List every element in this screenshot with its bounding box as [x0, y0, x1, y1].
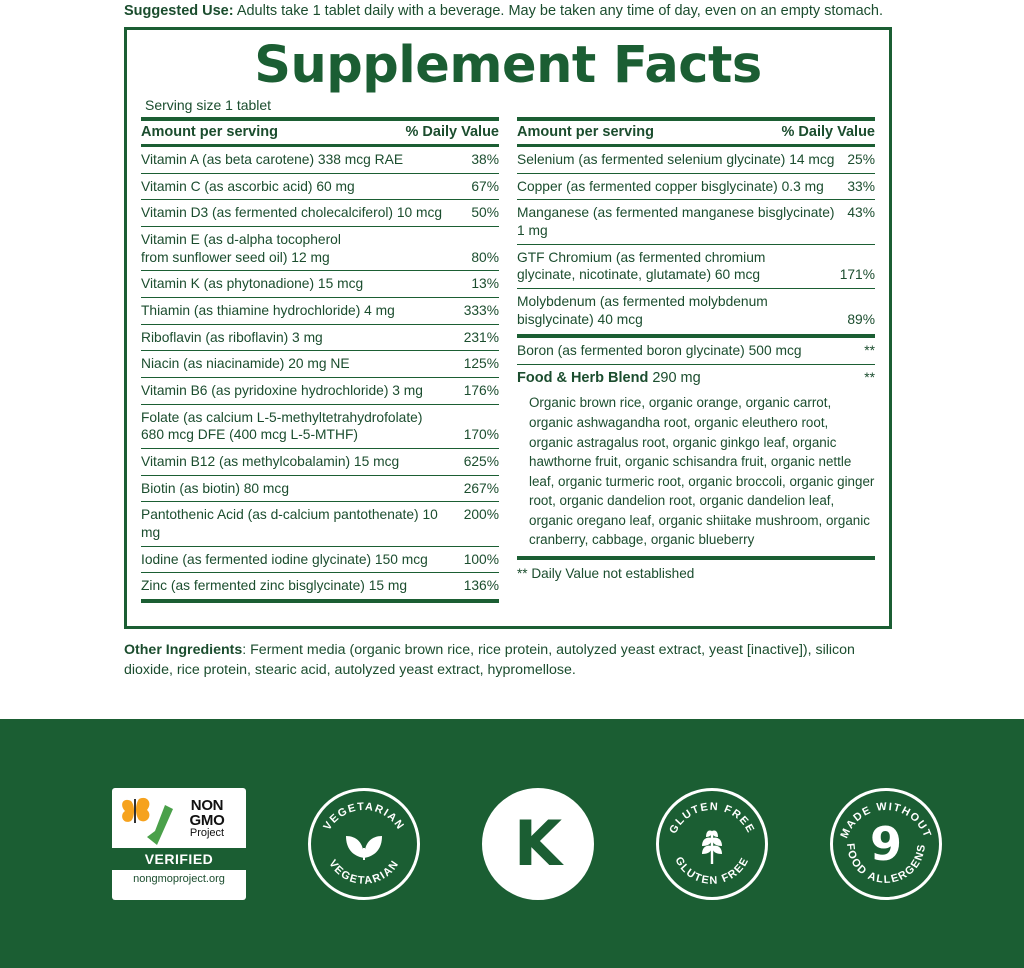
kosher-letter: K [513, 807, 563, 880]
nutrient-daily-value: 80% [471, 249, 499, 265]
svg-text:MADE WITHOUT: MADE WITHOUT [838, 800, 934, 840]
butterfly-checkmark-icon [117, 793, 173, 845]
nutrient-name: Pantothenic Acid (as d-calcium pantothenate) 10 mg [141, 507, 438, 540]
nutrient-daily-value: 267% [463, 480, 499, 496]
nutrient-name: Niacin (as niacinamide) 20 mg NE [141, 356, 350, 372]
table-row [141, 475, 499, 502]
facts-column-right [517, 117, 875, 603]
svg-text:VEGETARIAN: VEGETARIAN [326, 857, 402, 887]
supplement-facts-panel [124, 27, 892, 629]
nutrient-daily-value: 100% [463, 551, 499, 567]
boron-dv: ** [864, 343, 875, 359]
table-row [141, 297, 499, 324]
svg-text:GLUTEN FREE: GLUTEN FREE [667, 800, 757, 836]
nutrient-daily-value: 43% [847, 205, 875, 221]
table-row [141, 199, 499, 226]
nutrient-daily-value: 170% [463, 427, 499, 443]
svg-text:FOOD ALLERGENS: FOOD ALLERGENS [843, 842, 929, 886]
table-row [141, 226, 499, 270]
nutrient-daily-value: 171% [839, 267, 875, 283]
vegetarian-badge [308, 788, 420, 900]
nutrient-name: Iodine (as fermented iodine glycinate) 150 mcg [141, 551, 428, 567]
nutrient-name: Molybdenum (as fermented molybdenum bisglycinate) 40 mcg [517, 293, 768, 327]
nutrient-name: Riboflavin (as riboflavin) 3 mg [141, 329, 323, 345]
column-headers-left [141, 121, 499, 144]
table-row [517, 244, 875, 288]
facts-columns [141, 117, 875, 603]
non-gmo-line1: NON [190, 796, 224, 814]
nutrient-name: Selenium (as fermented selenium glycinate) 14 mcg [517, 152, 835, 167]
other-ingredients-text: : Ferment media (organic brown rice, rice protein, autolyzed yeast extract, yeast [inactive]), silicon dioxide, rice protein, stearic acid, autolyzed yeast extract, hypromellose. [124, 642, 855, 678]
nutrient-daily-value: 89% [847, 311, 875, 327]
blend-dv: ** [864, 369, 875, 385]
nutrient-daily-value: 136% [463, 578, 499, 594]
boron-row [517, 338, 875, 364]
nutrient-name: Zinc (as fermented zinc bisglycinate) 15 mg [141, 578, 408, 594]
nutrient-daily-value: 38% [471, 152, 499, 167]
badge-row [0, 719, 1024, 968]
svg-text:VEGETARIAN: VEGETARIAN [321, 800, 407, 833]
nutrient-name: Manganese (as fermented manganese bisglycinate) 1 mg [517, 205, 835, 238]
serving-size: Serving size 1 tablet [145, 97, 272, 113]
table-row [141, 501, 499, 545]
daily-value-footnote: ** Daily Value not established [517, 565, 695, 581]
table-row [517, 199, 875, 243]
column-headers-right [517, 121, 875, 144]
non-gmo-verified-badge [112, 788, 246, 900]
nutrient-rows-right [517, 146, 875, 332]
nutrient-name: Vitamin C (as ascorbic acid) 60 mg [141, 178, 355, 194]
table-row [141, 377, 499, 404]
food-herb-blend-row [517, 364, 875, 392]
header-amount-right: Amount per serving [517, 124, 654, 140]
table-row [141, 546, 499, 573]
nutrient-name: Vitamin B12 (as methylcobalamin) 15 mcg [141, 453, 400, 469]
other-ingredients-line [124, 641, 902, 681]
nutrient-daily-value: 13% [471, 276, 499, 292]
nutrient-daily-value: 25% [847, 152, 875, 167]
table-row [141, 324, 499, 351]
allergen-free-badge [830, 788, 942, 900]
table-row [517, 288, 875, 332]
gluten-free-badge [656, 788, 768, 900]
table-row [141, 270, 499, 297]
nutrient-daily-value: 33% [847, 178, 875, 194]
certification-band [0, 719, 1024, 968]
other-ingredients-label: Other Ingredients [124, 642, 243, 658]
nutrient-daily-value: 625% [463, 453, 499, 469]
nutrient-name: Copper (as fermented copper bisglycinate) 0.3 mg [517, 178, 824, 194]
leaf-icon [311, 791, 417, 897]
nutrient-daily-value: 200% [463, 507, 499, 523]
blend-title-text: Food & Herb Blend [517, 369, 649, 386]
header-dv-right: % Daily Value [781, 124, 875, 140]
svg-text:GLUTEN FREE: GLUTEN FREE [672, 854, 752, 887]
wheat-icon [659, 791, 765, 897]
table-row [141, 146, 499, 173]
non-gmo-url: nongmoproject.org [133, 872, 225, 885]
facts-column-left [141, 117, 499, 603]
nutrient-daily-value: 176% [463, 382, 499, 398]
suggested-use-line [124, 2, 914, 22]
nutrient-name: GTF Chromium (as fermented chromium glycinate, nicotinate, glutamate) 60 mcg [517, 249, 766, 283]
non-gmo-top [112, 788, 246, 846]
suggested-use-label: Suggested Use: [124, 3, 234, 19]
nutrient-name: Vitamin D3 (as fermented cholecalciferol) 10 mcg [141, 205, 443, 221]
blend-ingredients: Organic brown rice, organic orange, organic carrot, organic ashwagandha root, organic eleuthero root, organic astragalus root, organic ginkgo leaf, organic hawthorne fruit, organic schisandra fruit, organic nettle leaf, organic turmeric root, organic broccoli, organic ginger root, organic dandelion root, organic dandelion leaf, organic oregano leaf, organic shiitake mushroom, organic cranberry, cabbage, organic blueberry [529, 395, 875, 548]
table-row [517, 146, 875, 173]
nutrient-name: Biotin (as biotin) 80 mcg [141, 480, 289, 496]
header-dv-left: % Daily Value [405, 124, 499, 140]
non-gmo-line3: Project [189, 827, 225, 840]
nutrient-daily-value: 333% [463, 302, 499, 318]
table-row [141, 350, 499, 377]
table-row [141, 448, 499, 475]
divider-bottom-left [141, 599, 499, 603]
table-row [517, 173, 875, 200]
nutrient-name: Vitamin B6 (as pyridoxine hydrochloride) 3 mg [141, 382, 423, 398]
nutrient-name: Vitamin E (as d-alpha tocopherol from sunflower seed oil) 12 mg [141, 231, 341, 265]
allergen-count: 9 [869, 816, 902, 871]
non-gmo-wordmark [173, 798, 241, 840]
non-gmo-line2: GMO [189, 811, 225, 829]
nutrient-name: Vitamin K (as phytonadione) 15 mcg [141, 276, 364, 292]
nutrient-name: Vitamin A (as beta carotene) 338 mcg RAE [141, 152, 404, 167]
header-amount-left: Amount per serving [141, 124, 278, 140]
nutrient-name: Folate (as calcium L-5-methyltetrahydrofolate) 680 mcg DFE (400 mcg L-5-MTHF) [141, 409, 423, 443]
non-gmo-verified-text: VERIFIED [112, 848, 246, 870]
table-row [141, 404, 499, 448]
nutrient-rows-left [141, 146, 499, 599]
nutrient-daily-value: 231% [463, 329, 499, 345]
blend-amount: 290 mg [648, 369, 701, 386]
table-row [141, 173, 499, 200]
table-row [141, 572, 499, 599]
nutrient-daily-value: 125% [463, 356, 499, 372]
suggested-use-text: Adults take 1 tablet daily with a beverage. May be taken any time of day, even on an empty stomach. [233, 3, 883, 19]
boron-name: Boron (as fermented boron glycinate) 500 mcg [517, 343, 802, 359]
nutrient-daily-value: 50% [471, 205, 499, 221]
nutrient-daily-value: 67% [471, 178, 499, 194]
blend-title [517, 369, 701, 388]
page-title: Supplement Facts [254, 36, 762, 95]
kosher-badge [482, 788, 594, 900]
nutrient-name: Thiamin (as thiamine hydrochloride) 4 mg [141, 302, 395, 318]
